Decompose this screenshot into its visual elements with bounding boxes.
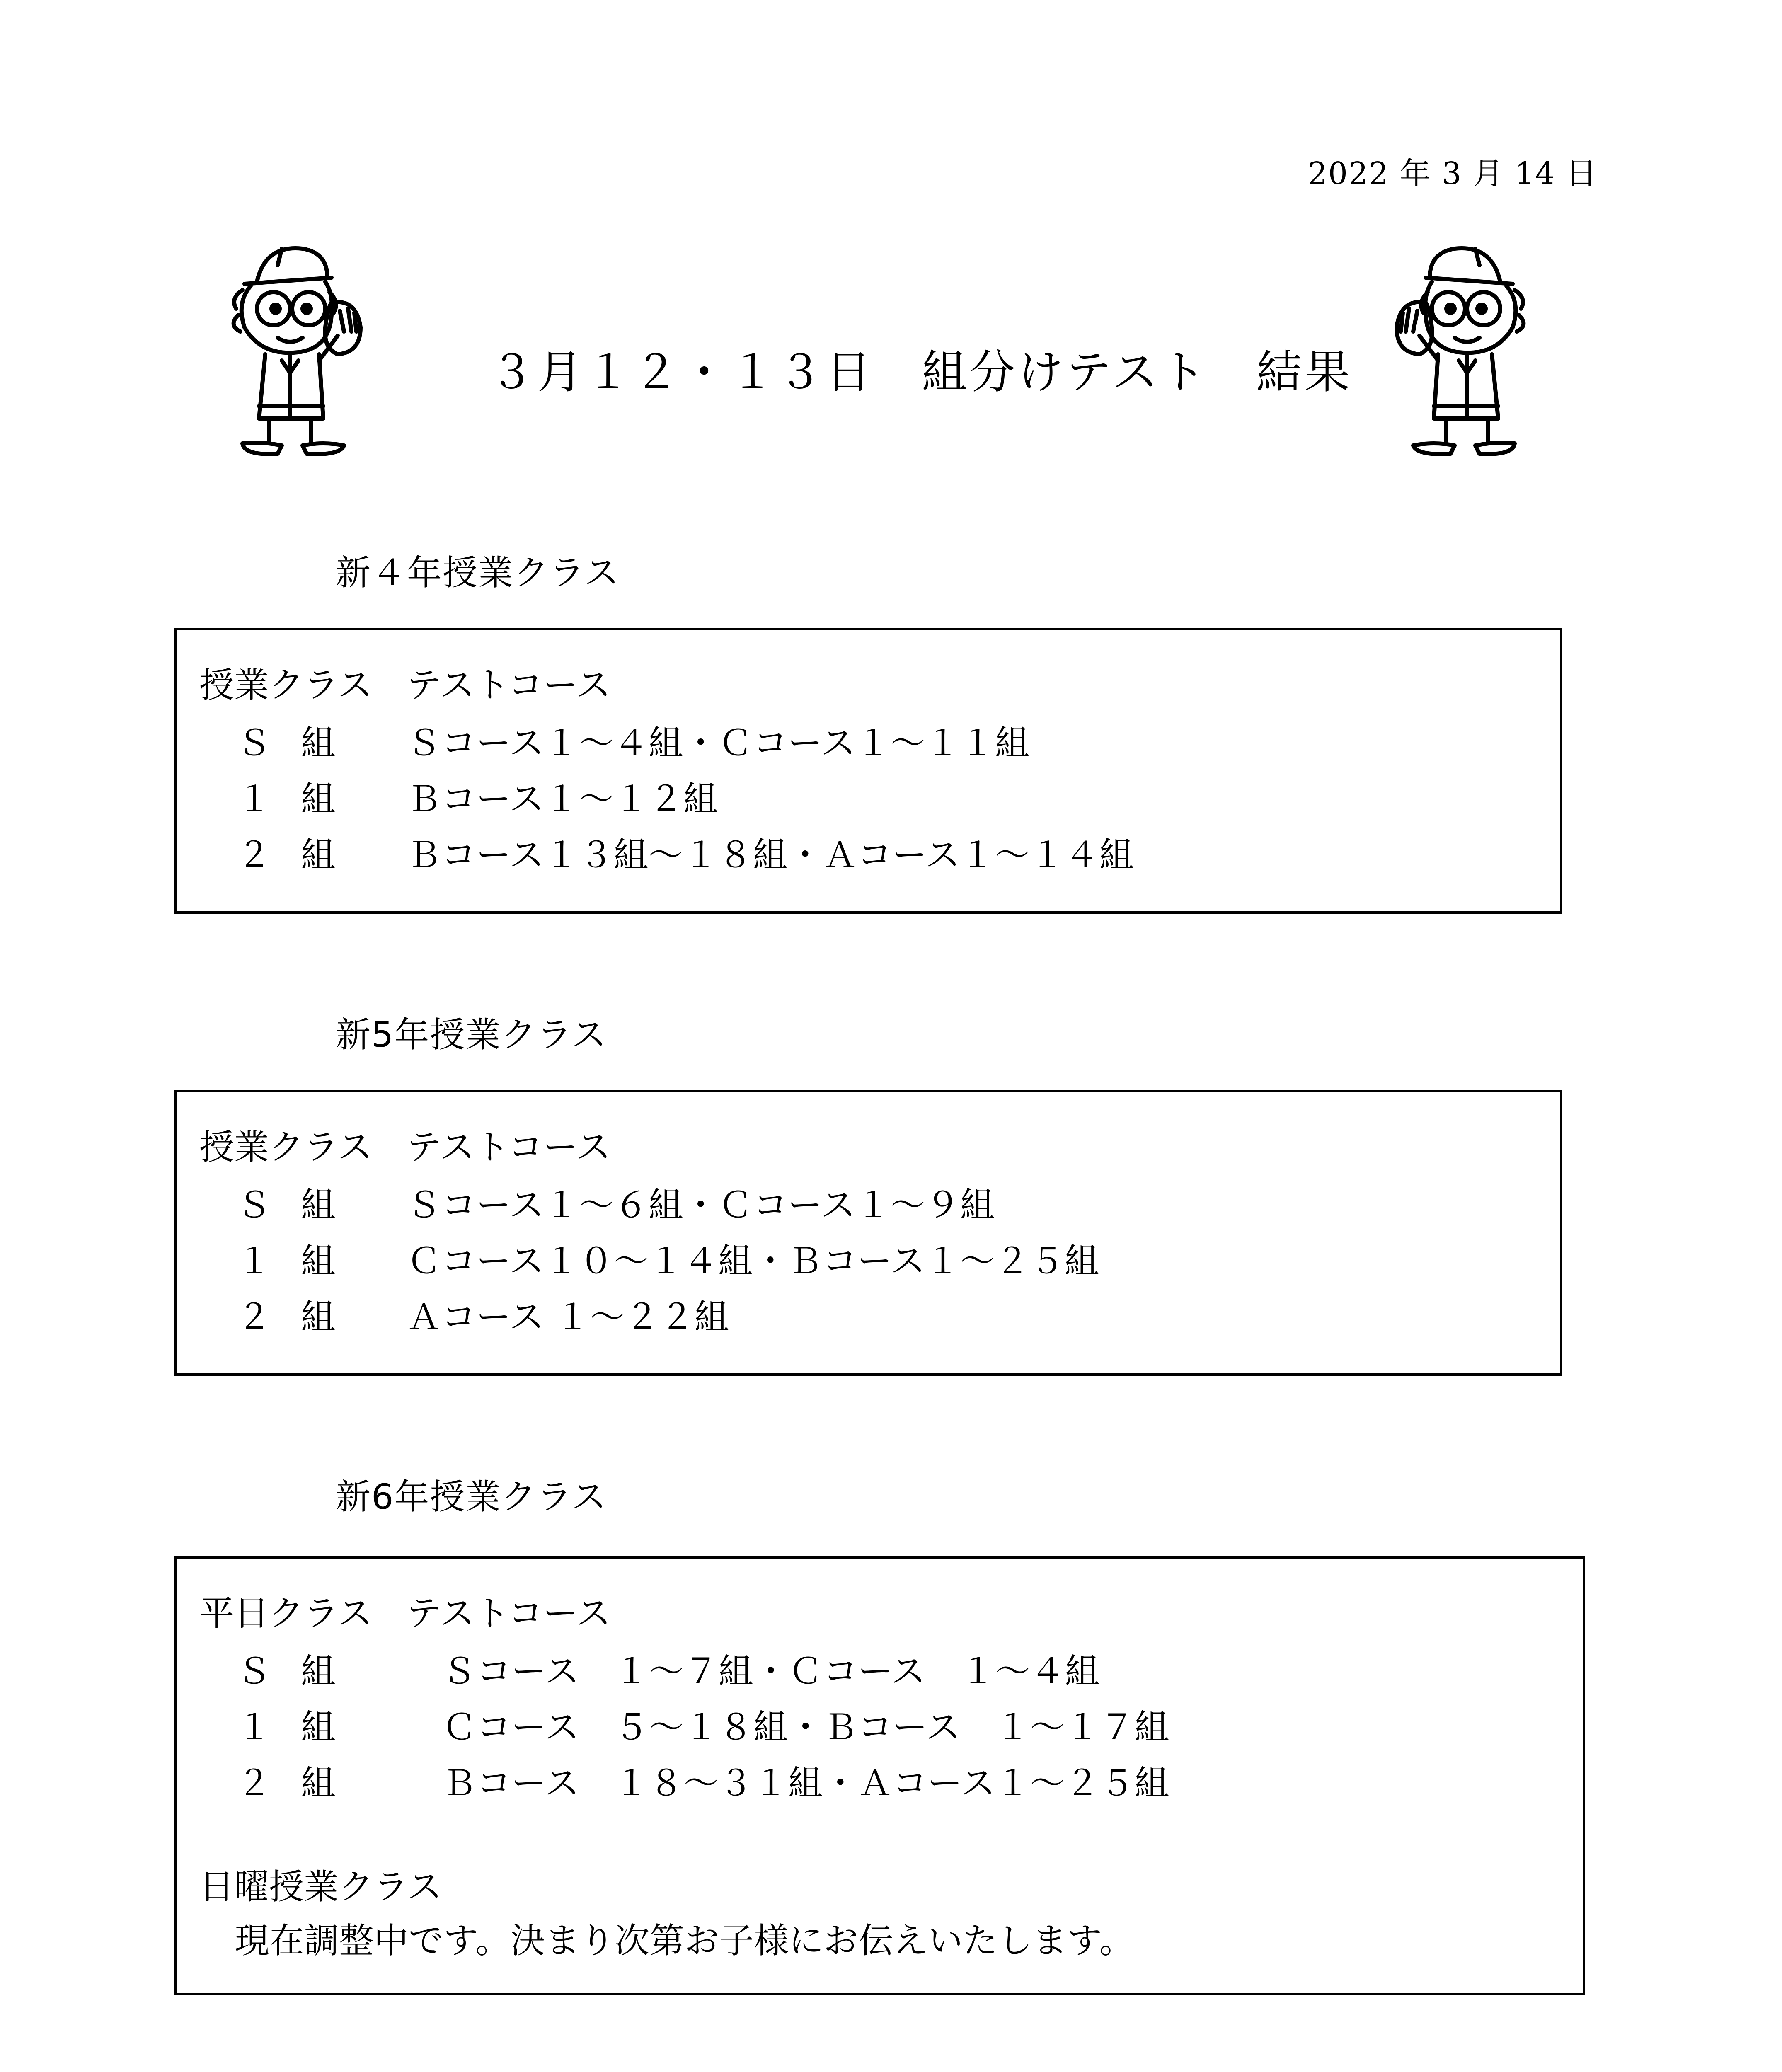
class-name: Ｓ [237,1185,272,1225]
table-header-class: 授業クラス [199,1127,373,1167]
mascot-boy-waving-left-icon [220,236,369,468]
class-kumi: 組 [301,1651,336,1692]
class-course: Ｓコース １～７組・Ｃコース １～４組 [442,1651,1100,1692]
class-name: Ｓ [237,723,272,763]
class-kumi: 組 [301,723,336,763]
section-heading-grade6: 新6年授業クラス [336,1477,607,1517]
class-course: Ｂコース１～１２組 [407,779,718,819]
table-header-class: 平日クラス [199,1593,373,1634]
class-kumi: 組 [301,1707,336,1748]
table-header-course: テストコース [407,1593,611,1634]
table-header-course: テストコース [407,665,611,705]
class-table-grade4 [174,628,1562,914]
class-table-grade6 [174,1556,1585,1995]
sunday-class-status: 現在調整中です。決まり次第お子様にお伝えいたします。 [235,1920,1134,1961]
class-course: Ａコース １～２２組 [407,1297,729,1337]
sunday-class-heading: 日曜授業クラス [199,1866,442,1907]
class-course: Ｓコース１～６組・Ｃコース１～９組 [407,1185,995,1225]
class-kumi: 組 [301,779,336,819]
class-name: １ [237,779,272,819]
table-header-course: テストコース [407,1127,611,1167]
class-kumi: 組 [301,1297,336,1337]
table-header-class: 授業クラス [199,665,373,705]
mascot-boy-waving-right-icon [1388,236,1537,468]
class-table-grade5 [174,1090,1562,1376]
class-name: １ [237,1707,272,1748]
class-name: ２ [237,835,272,875]
class-kumi: 組 [301,1241,336,1281]
class-name: １ [237,1241,272,1281]
class-course: Ｃコース１０～１４組・Ｂコース１～２５組 [407,1241,1099,1281]
class-kumi: 組 [301,1763,336,1803]
class-course: Ｃコース ５～１８組・Ｂコース １～１７組 [442,1707,1169,1748]
class-course: Ｓコース１～４組・Ｃコース１～１１組 [407,723,1030,763]
class-name: ２ [237,1763,272,1803]
class-course: Ｂコース１３組～１８組・Ａコース１～１４組 [407,835,1134,875]
section-heading-grade4: 新４年授業クラス [336,552,620,593]
page-title: ３月１２・１３日 組分けテスト 結果 [489,346,1353,399]
document-date: 2022 年 3 月 14 日 [1307,156,1598,191]
class-kumi: 組 [301,835,336,875]
class-course: Ｂコース １８～３１組・Ａコース１～２５組 [442,1763,1169,1803]
class-kumi: 組 [301,1185,336,1225]
class-name: ２ [237,1297,272,1337]
class-name: Ｓ [237,1651,272,1692]
section-heading-grade5: 新5年授業クラス [336,1014,607,1055]
